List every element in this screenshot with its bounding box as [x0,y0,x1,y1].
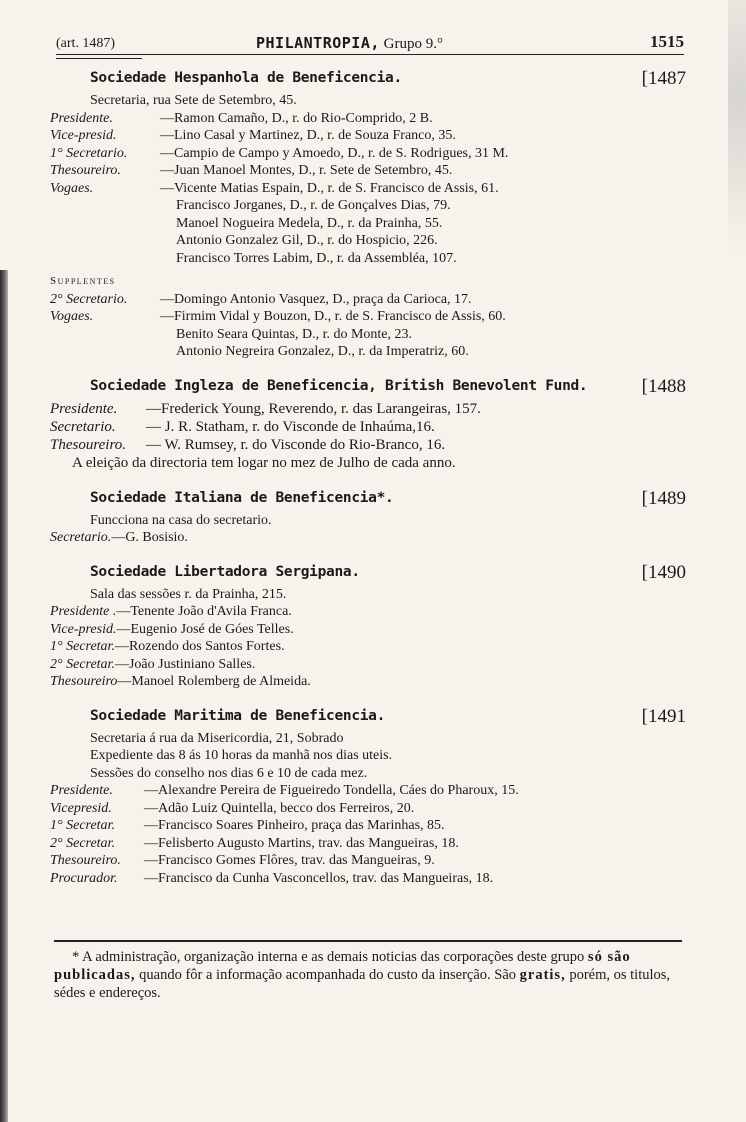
entry-1487 [50,70,686,361]
entry-number: [1487 [641,68,686,89]
officer-continuation: Antonio Negreira Gonzalez, D., r. da Imperatriz, 60. [176,344,469,359]
entry-address: Secretaria, rua Sete de Setembro, 45. [90,93,297,108]
officer-continuation: Manoel Nogueira Medela, D., r. da Prainha, 55. [176,215,443,231]
running-title: PHILANTROPIA, Grupo 9.° [256,34,443,52]
officer-row: Presidente. —Ramon Camaño, D., r. do Rio-Comprido, 2 B. [50,110,433,126]
entry-1488 [50,375,686,473]
officer-row: Procurador. —Francisco da Cunha Vasconcellos, trav. das Mangueiras, 18. [50,870,494,886]
header-rule-short [56,58,142,59]
officer-row: Thesoureiro. —Francisco Gomes Flôres, trav. das Mangueiras, 9. [50,853,435,868]
officer-row: Presidente .—Tenente João d'Avila Franca. [50,604,292,619]
subheading-supplentes: Supplentes [50,275,116,287]
header-rule [56,54,684,55]
entry-number: [1490 [641,561,686,583]
entry-title: Sociedade Libertadora Sergipana. [90,563,360,580]
entry-number: [1489 [641,487,686,509]
entry-title: Sociedade Italiana de Beneficencia*. [90,489,394,506]
officer-row: Presidente. —Frederick Young, Reverendo, r. das Larangeiras, 157. [50,400,481,417]
page-stain [728,0,746,320]
page-header [56,30,684,56]
entry-title: Sociedade Maritima de Beneficencia. [90,707,386,724]
entry-note: A eleição da directoria tem logar no mez de Julho de cada anno. [72,454,456,471]
entry-1490 [50,561,686,691]
officer-row: 2° Secretario. —Domingo Antonio Vasquez, D., praça da Carioca, 17. [50,291,472,307]
entry-address: Sala das sessões r. da Prainha, 215. [90,586,287,602]
footnote [54,940,682,1002]
officer-continuation: Antonio Gonzalez Gil, D., r. do Hospicio, 226. [176,233,438,248]
officer-row: Vicepresid. —Adão Luiz Quintella, becco dos Ferreiros, 20. [50,800,415,816]
entry-title: Sociedade Hespanhola de Beneficencia. [90,70,402,86]
officer-row: Vice-presid. —Lino Casal y Martinez, D., r. de Souza Franco, 35. [50,128,456,143]
officer-continuation: Benito Seara Quintas, D., r. do Monte, 23. [176,326,413,342]
officer-continuation: Francisco Torres Labim, D., r. da Assembléa, 107. [176,250,457,266]
officer-row: 2° Secretar. —Felisberto Augusto Martins, trav. das Mangueiras, 18. [50,835,459,851]
officer-row: 2° Secretar.—João Justiniano Salles. [50,656,256,672]
entry-1491 [50,705,686,888]
entry-address: Secretaria á rua da Misericordia, 21, Sobrado [90,730,344,746]
officer-continuation: Francisco Jorganes, D., r. de Gonçalves Dias, 79. [176,198,451,213]
entry-info: Expediente das 8 ás 10 horas da manhã nos dias uteis. [90,748,393,763]
officer-row: 1° Secretario. —Campio de Campo y Amoedo, D., r. de S. Rodrigues, 31 M. [50,145,509,161]
officer-row: Vogaes. —Firmim Vidal y Bouzon, D., r. de S. Francisco de Assis, 60. [50,309,506,324]
officer-row: Thesoureiro—Manoel Rolemberg de Almeida. [50,674,311,689]
officer-row: Vice-presid.—Eugenio José de Góes Telles. [50,621,294,637]
entry-title: Sociedade Ingleza de Beneficencia, British Benevolent Fund. [90,377,588,394]
officer-row: Secretario. — J. R. Statham, r. do Visconde de Inhaúma,16. [50,418,435,435]
officer-row: 1° Secretar.—Rozendo dos Santos Fortes. [50,639,285,654]
entry-number: [1491 [641,705,686,727]
officer-row: Vogaes. —Vicente Matias Espain, D., r. de S. Francisco de Assis, 61. [50,180,499,196]
entry-info: Sessões do conselho nos dias 6 e 10 de cada mez. [90,765,368,781]
page-binding-shadow [0,270,8,1122]
officer-row: Secretario.—G. Bosisio. [50,530,188,545]
page-number: 1515 [650,32,684,51]
officer-row: 1° Secretar. —Francisco Soares Pinheiro, praça das Marinhas, 85. [50,818,445,833]
officer-row: Presidente. —Alexandre Pereira de Figueiredo Tondella, Cáes do Pharoux, 15. [50,783,519,798]
officer-row: Thesoureiro. — W. Rumsey, r. do Visconde do Rio-Branco, 16. [50,436,446,453]
entry-address: Funcciona na casa do secretario. [90,512,272,528]
footnote-text: * A administração, organização interna e as demais noticias das corporações deste grupo só são publicadas, quando fôr a informação acompanhada do custo da inserção. São gratis, porém, os titulos, sédes e endereços. [54,949,671,1001]
article-range: (art. 1487) [56,36,116,51]
entry-1489 [50,487,686,547]
officer-row: Thesoureiro. —Juan Manoel Montes, D., r. Sete de Setembro, 45. [50,163,453,178]
entry-number: [1488 [641,375,686,397]
footnote-rule [54,940,682,942]
page-content [50,70,686,904]
